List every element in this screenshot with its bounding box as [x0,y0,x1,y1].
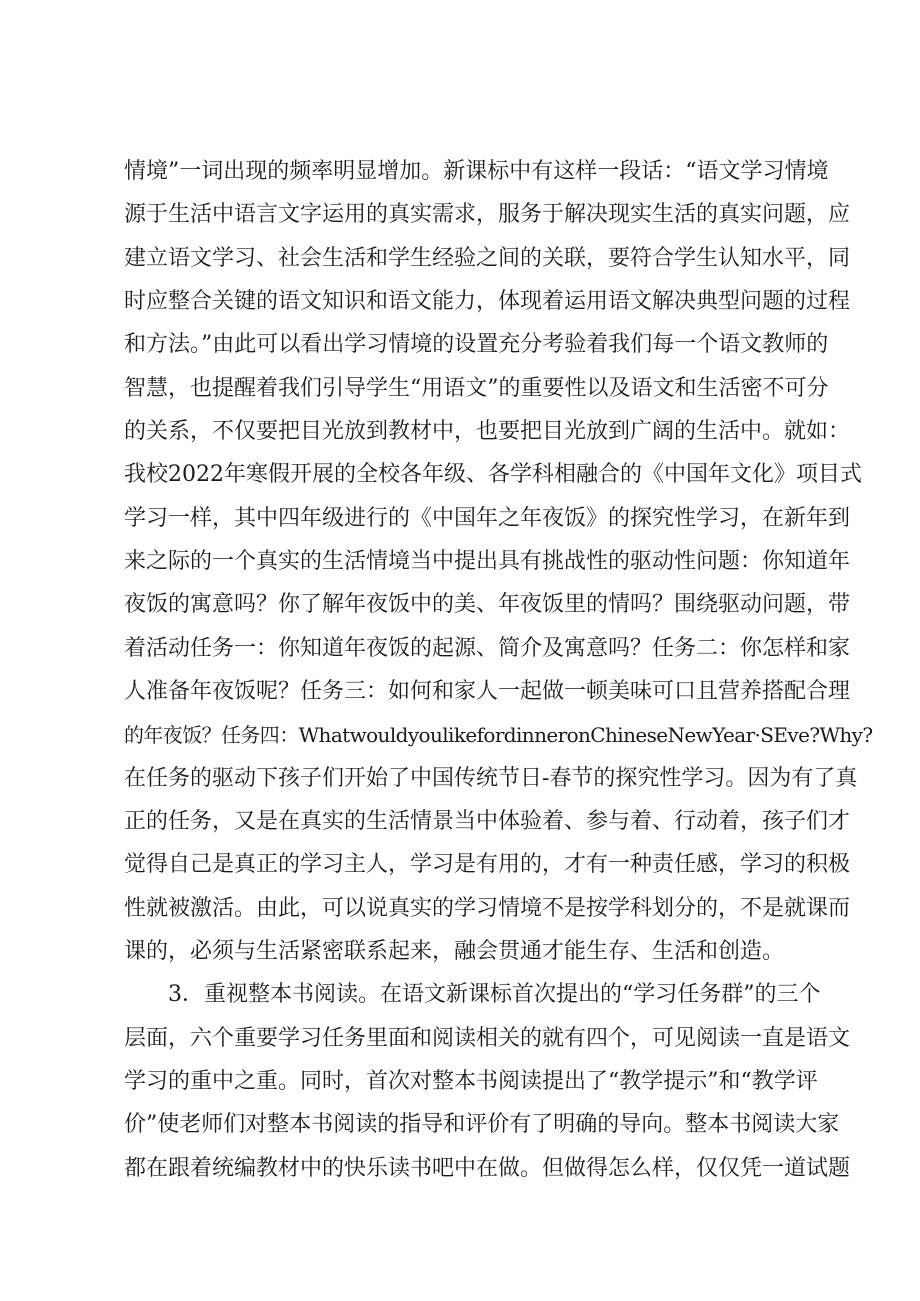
text-line: 和方法。”由此可以看出学习情境的设置充分考验着我们每一个语文教师的 [124,332,829,357]
text-line: 觉得自己是真正的学习主人，学习是有用的，才有一种责任感，学习的积极 [124,852,851,877]
text-line: 情境”一词出现的频率明显增加。新课标中有这样一段话：“语文学习情境 [124,159,829,184]
text-line: 来之际的一个真实的生活情境当中提出具有挑战性的驱动性问题：你知道年 [124,549,851,574]
text-line: 建立语文学习、社会生活和学生经验之间的关联，要符合学生认知水平，同 [124,246,851,271]
text-line: 我校2022年寒假开展的全校各年级、各学科相融合的《中国年文化》项目式 [124,462,862,487]
text-line: 的年夜饭？任务四：WhatwouldyoulikefordinneronChineseNewYear·SEve?Why? [124,723,873,747]
text-line: 夜饭的寓意吗？你了解年夜饭中的美、年夜饭里的情吗？围绕驱动问题，带 [124,592,851,617]
text-line: 学习一样，其中四年级进行的《中国年之年夜饭》的探究性学习，在新年到 [124,506,851,531]
text-line: 源于生活中语言文字运用的真实需求，服务于解决现实生活的真实问题，应 [124,202,851,227]
text-line: 3．重视整本书阅读。在语文新课标首次提出的“学习任务群”的三个 [168,982,821,1007]
text-line: 价”使老师们对整本书阅读的指导和评价有了明确的导向。整本书阅读大家 [124,1112,840,1137]
text-line: 课的，必须与生活紧密联系起来，融会贯通才能生存、生活和创造。 [124,939,785,964]
text-line: 在任务的驱动下孩子们开始了中国传统节日-春节的探究性学习。因为有了真 [124,766,858,791]
text-line: 学习的重中之重。同时，首次对整本书阅读提出了“教学提示”和“教学评 [124,1069,818,1094]
text-line: 人准备年夜饭呢？任务三：如何和家人一起做一顿美味可口且营养搭配合理 [124,679,851,704]
text-line: 的关系，不仅要把目光放到教材中，也要把目光放到广阔的生活中。就如： [124,419,851,444]
text-line: 时应整合关键的语文知识和语文能力，体现着运用语文解决典型问题的过程 [124,289,851,314]
text-line: 着活动任务一：你知道年夜饭的起源、简介及寓意吗？任务二：你怎样和家 [124,636,851,661]
text-line: 正的任务，又是在真实的生活情景当中体验着、参与着、行动着，孩子们才 [124,809,851,834]
text-line: 智慧，也提醒着我们引导学生“用语文”的重要性以及语文和生活密不可分 [124,376,829,401]
text-line: 层面，六个重要学习任务里面和阅读相关的就有四个，可见阅读一直是语文 [124,1026,851,1051]
text-line: 都在跟着统编教材中的快乐读书吧中在做。但做得怎么样，仅仅凭一道试题 [124,1156,851,1181]
text-line: 性就被激活。由此，可以说真实的学习情境不是按学科划分的，不是就课而 [124,896,851,921]
